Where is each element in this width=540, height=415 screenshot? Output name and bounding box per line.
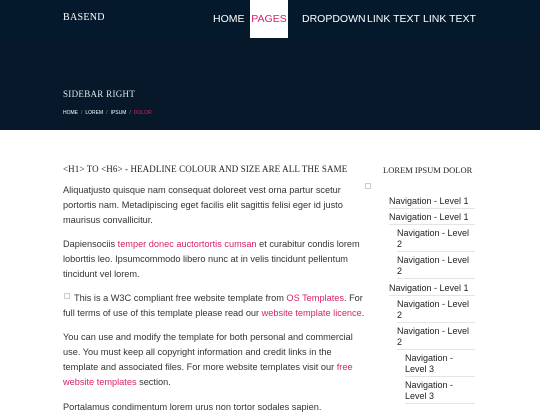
breadcrumb-ipsum[interactable]: IPSUM [110,110,127,116]
paragraph-5: Portalamus condimentum lorem urus non tortor sodales sapien. [63,402,322,412]
temper-donec-link[interactable]: temper donec auctortortis cumsan [117,239,257,249]
paragraph-3 [63,291,365,321]
content-heading: <H1> TO <H6> - HEADLINE COLOUR AND SIZE ARE ALL THE SAME [63,164,348,174]
sidebar-title: LOREM IPSUM DOLOR [383,165,473,175]
nav-dropdown[interactable]: DROPDOWN [302,13,366,25]
licence-link[interactable]: website template licence [261,308,362,318]
breadcrumb [63,110,152,116]
paragraph-1: Aliquatjusto quisque nam consequat doloreet vest orna partur scetur portortis nam. Metadipiscing eget facilis elit sagittis felisi eger id justo maurisus convallicitur. [63,185,343,225]
breadcrumb-lorem[interactable]: LOREM [85,110,104,116]
page-title: SIDEBAR RIGHT [63,89,136,99]
paragraph-text: This is a W3C compliant free website template from [74,293,287,303]
sidebar-item-level-3[interactable]: Navigation - Level 3 [405,380,475,404]
paragraph-4 [63,330,365,390]
image-placeholder-icon [365,183,371,189]
nav-home[interactable]: HOME [213,13,245,25]
paragraph-text: section. [136,377,171,387]
nav-link-text-2[interactable]: LINK TEXT [423,13,476,25]
paragraph-text: . For full terms of use of this template please read our [63,293,363,318]
top-bar [0,0,540,38]
paragraph-2 [63,237,365,282]
sidebar-item-level-1[interactable]: Navigation - Level 1 [389,212,475,225]
image-placeholder-icon [64,293,70,299]
sidebar-item-level-1[interactable]: Navigation - Level 1 [389,196,475,209]
breadcrumb-separator: / [81,110,83,116]
paragraph-text: . [361,308,365,318]
sidebar-item-level-3[interactable]: Navigation - Level 3 [405,353,475,377]
page-header [0,38,540,130]
paragraph-text: You can use and modify the template for both personal and commercial use. You must keep all copyright information and credit links in the template and associated files. For more website templates visit our [63,332,353,372]
sidebar-item-level-1[interactable]: Navigation - Level 1 [389,283,475,296]
paragraph-text: et curabitur condis lorem loborttis leo. Ipsumcommodo libero nunc at in velis tincidunt pellentum tincidunt vel lorem. [63,239,360,279]
breadcrumb-separator: / [129,110,131,116]
breadcrumb-home[interactable]: HOME [63,110,78,116]
sidebar-item-level-2[interactable]: Navigation - Level 2 [397,299,475,323]
nav-pages[interactable]: PAGES [250,0,288,38]
os-templates-link[interactable]: OS Templates [286,293,344,303]
breadcrumb-dolor: DOLOR [133,110,152,116]
paragraph-text: Dapiensociis [63,239,118,249]
nav-link-text-1[interactable]: LINK TEXT [367,13,420,25]
site-logo[interactable]: BASEND [63,12,105,23]
free-templates-link[interactable]: free website templates [63,362,353,387]
sidebar-item-level-2[interactable]: Navigation - Level 2 [397,255,475,279]
sidebar-item-level-2[interactable]: Navigation - Level 2 [397,326,475,350]
sidebar-item-level-2[interactable]: Navigation - Level 2 [397,228,475,252]
breadcrumb-separator: / [106,110,108,116]
